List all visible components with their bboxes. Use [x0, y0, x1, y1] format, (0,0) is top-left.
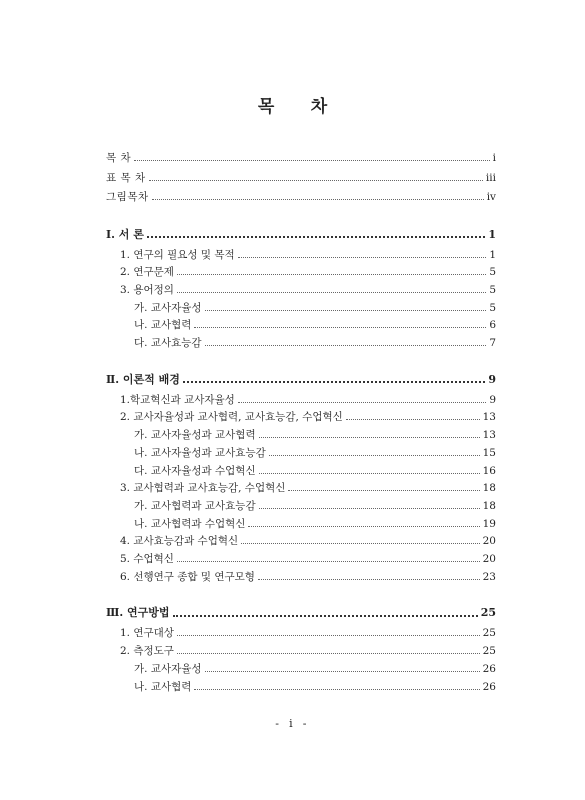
toc-entry-label: 나. 교사협력과 수업혁신: [134, 517, 246, 530]
toc-entry-label: 6. 선행연구 종합 및 연구모형: [120, 570, 255, 583]
toc-page-number: 13: [482, 411, 496, 424]
toc-entry[interactable]: [106, 247, 496, 263]
dot-leader: [194, 688, 479, 690]
toc-entry[interactable]: [106, 427, 496, 443]
toc-entry-label: 4. 교사효능감과 수업혁신: [120, 535, 239, 548]
toc-page-number: 19: [482, 517, 496, 530]
toc-page-number: 25: [482, 645, 496, 658]
toc-entry[interactable]: [106, 317, 496, 333]
toc-entry[interactable]: [106, 300, 496, 316]
dot-leader: [177, 291, 486, 293]
dot-leader: [152, 198, 484, 200]
toc-page-number: 20: [482, 535, 496, 548]
toc-page-number: 25: [482, 627, 496, 640]
toc-page-number: 23: [482, 570, 496, 583]
toc-entry-label: 3. 교사협력과 교사효능감, 수업혁신: [120, 482, 286, 495]
toc-entry-label: 1. 연구의 필요성 및 목적: [120, 248, 235, 261]
toc-entry-label: 가. 교사자율성: [134, 662, 202, 675]
toc-front-entry[interactable]: [106, 150, 496, 166]
toc-page-number: 26: [482, 662, 496, 675]
toc-page-number: 13: [482, 429, 496, 442]
page-title: 목 차: [257, 97, 343, 117]
toc-page-number: 18: [482, 499, 496, 512]
toc-entry[interactable]: [106, 282, 496, 298]
toc-page-number: 18: [482, 482, 496, 495]
toc-entry[interactable]: [106, 335, 496, 351]
dot-leader: [346, 418, 480, 420]
toc-entry[interactable]: [106, 661, 496, 677]
dot-leader: [205, 344, 487, 346]
toc-entry[interactable]: [106, 480, 496, 496]
dot-leader: [259, 472, 480, 474]
toc-entry-label: 표 목 차: [106, 171, 146, 184]
toc-entry[interactable]: [106, 409, 496, 425]
toc-entry[interactable]: [106, 498, 496, 514]
toc-entry-label: 다. 교사자율성과 수업혁신: [134, 464, 256, 477]
toc-entry[interactable]: [106, 463, 496, 479]
dot-leader: [177, 560, 480, 562]
toc-entry[interactable]: [106, 569, 496, 585]
dot-leader: [134, 159, 489, 161]
dot-leader: [149, 179, 483, 181]
toc-entry[interactable]: [106, 392, 496, 408]
toc-entry-label: Ⅲ. 연구방법: [106, 606, 170, 620]
toc-page-number: 25: [480, 606, 496, 620]
dot-leader: [259, 507, 480, 509]
toc-entry[interactable]: [106, 516, 496, 532]
toc-page-number: 1: [488, 227, 496, 241]
dot-leader: [241, 542, 480, 544]
toc-entry-label: 나. 교사자율성과 교사효능감: [134, 446, 266, 459]
toc-entry-label: 5. 수업혁신: [120, 553, 174, 565]
dot-leader: [183, 380, 485, 383]
toc-page-number: 9: [489, 393, 496, 406]
toc-chapter-heading[interactable]: [106, 605, 496, 621]
toc-entry[interactable]: [106, 533, 496, 549]
dot-leader: [288, 489, 479, 491]
toc-entry-label: 2. 측정도구: [120, 645, 174, 658]
toc-entry-label: 1.학교혁신과 교사자율성: [120, 393, 235, 406]
toc-page-number: 15: [482, 446, 496, 459]
dot-leader: [177, 273, 486, 275]
toc-entry[interactable]: [106, 625, 496, 641]
toc-entry[interactable]: [106, 643, 496, 659]
toc-entry-label: 나. 교사협력: [134, 680, 192, 693]
dot-leader: [258, 578, 480, 580]
toc-front-entry[interactable]: [106, 170, 496, 186]
toc-entry[interactable]: [106, 679, 496, 695]
toc-entry-label: 3. 용어정의: [120, 283, 174, 296]
dot-leader: [205, 670, 480, 672]
toc-page-number: iv: [486, 191, 496, 203]
toc-entry-label: 목 차: [106, 152, 132, 164]
toc-page-number: 16: [482, 464, 496, 477]
toc-entry-label: 가. 교사자율성: [134, 301, 202, 314]
toc-page-number: 5: [489, 301, 496, 314]
dot-leader: [177, 634, 480, 636]
toc-entry-label: Ⅰ. 서 론: [106, 227, 144, 241]
toc-page-number: 5: [489, 266, 496, 279]
toc-entry-label: Ⅱ. 이론적 배경: [106, 372, 180, 386]
dot-leader: [194, 326, 486, 328]
toc-page-number: 7: [489, 337, 496, 349]
toc-page-number: 5: [489, 283, 496, 296]
toc-entry[interactable]: [106, 551, 496, 567]
toc-page-number: iii: [485, 171, 496, 184]
toc-entry-label: 나. 교사협력: [134, 319, 192, 332]
dot-leader: [173, 614, 478, 617]
dot-leader: [238, 401, 487, 403]
toc-page-number: 1: [489, 248, 496, 261]
toc-entry-label: 가. 교사협력과 교사효능감: [134, 499, 256, 512]
dot-leader: [147, 235, 485, 238]
toc-chapter-heading[interactable]: [106, 227, 496, 243]
toc-entry-label: 2. 연구문제: [120, 266, 174, 279]
dot-leader: [205, 309, 487, 311]
toc-page-number: 9: [488, 372, 496, 386]
dot-leader: [248, 525, 479, 527]
toc-page-number: 26: [482, 680, 496, 693]
toc-page-number: 20: [482, 553, 496, 565]
toc-entry-label: 그림목차: [106, 191, 149, 203]
toc-front-entry[interactable]: [106, 189, 496, 205]
toc-page-number: i: [492, 152, 496, 164]
toc-entry-label: 1. 연구대상: [120, 627, 174, 640]
toc-entry-label: 2. 교사자율성과 교사협력, 교사효능감, 수업혁신: [120, 411, 343, 424]
toc-entry-label: 가. 교사자율성과 교사협력: [134, 429, 256, 442]
toc-page-number: 6: [489, 319, 496, 332]
dot-leader: [177, 652, 480, 654]
dot-leader: [269, 454, 480, 456]
toc-chapter-heading[interactable]: [106, 372, 496, 388]
toc-entry[interactable]: [106, 445, 496, 461]
toc-entry-label: 다. 교사효능감: [134, 337, 202, 349]
dot-leader: [259, 436, 480, 438]
dot-leader: [238, 256, 487, 258]
toc-entry[interactable]: [106, 264, 496, 280]
page-number-footer: - i -: [275, 717, 310, 730]
